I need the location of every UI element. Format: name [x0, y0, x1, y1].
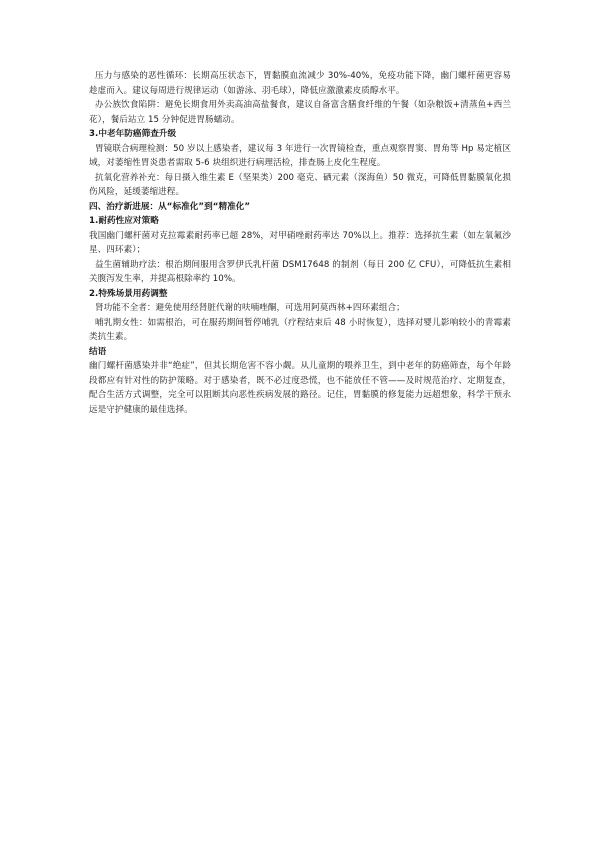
- paragraph-lactation: 哺乳期女性：如需根治，可在服药期间暂停哺乳（疗程结束后 48 小时恢复），选择对婴儿影响较小的青霉素类抗生素。: [89, 317, 511, 342]
- paragraph-office-diet: 办公族饮食陷阱：避免长期食用外卖高油高盐餐食，建议自备富含膳食纤维的午餐（如杂粮饭+清蒸鱼+西兰花），餐后站立 15 分钟促进胃肠蠕动。: [89, 100, 511, 125]
- paragraph-stress-infection: 压力与感染的恶性循环：长期高压状态下，胃黏膜血流减少 30%-40%，免疫功能下降，幽门螺杆菌更容易趁虚而入。建议每周进行规律运动（如游泳、羽毛球），降低应激激素皮质醇水平。: [89, 71, 511, 96]
- section-heading-conclusion: 结语: [89, 346, 107, 357]
- document-body: [89, 69, 511, 417]
- paragraph-conclusion: 幽门螺杆菌感染并非“绝症”，但其长期危害不容小觑。从儿童期的喂养卫生，到中老年的防癌筛查，每个年龄段都应有针对性的防护策略。对于感染者，既不必过度恐慌，也不能放任不管——及时规范治疗、定期复查，配合生活方式调整，完全可以阻断其向恶性疾病发展的路径。记住，胃黏膜的修复能力远超想象，科学干预永远是守护健康的最佳选择。: [89, 361, 511, 415]
- section-heading-elderly-screening: 3.中老年防癌筛查升级: [89, 129, 177, 139]
- section-heading-special-cases: 2.特殊场景用药调整: [89, 288, 168, 299]
- paragraph-renal: 肾功能不全者：避免使用经肾脏代谢的呋喃唑酮，可选用阿莫西林+四环素组合；: [95, 303, 405, 313]
- chapter-heading-treatment: 四、治疗新进展：从“标准化”到“精准化”: [89, 201, 251, 212]
- paragraph-resistance-rate: 我国幽门螺杆菌对克拉霉素耐药率已超 28%，对甲硝唑耐药率达 70%以上。推荐：选择抗生素（如左氧氟沙星、四环素）；: [89, 230, 511, 255]
- paragraph-probiotics: 益生菌辅助疗法：根治期间服用含罗伊氏乳杆菌 DSM17648 的制剂（每日 200 亿 CFU），可降低抗生素相关腹泻发生率，并提高根除率约 10%。: [89, 259, 511, 284]
- section-heading-resistance: 1.耐药性应对策略: [89, 216, 159, 226]
- paragraph-antioxidant: 抗氧化营养补充：每日摄入维生素 E（坚果类）200 毫克、硒元素（深海鱼）50 微克，可降低胃黏膜氧化损伤风险，延缓萎缩进程。: [89, 172, 511, 197]
- paragraph-gastroscopy: 胃镜联合病理检测：50 岁以上感染者，建议每 3 年进行一次胃镜检查，重点观察胃窦、胃角等 Hp 易定植区域，对萎缩性胃炎患者需取 5-6 块组织进行病理活检，排查肠上皮化生程度。: [89, 143, 511, 168]
